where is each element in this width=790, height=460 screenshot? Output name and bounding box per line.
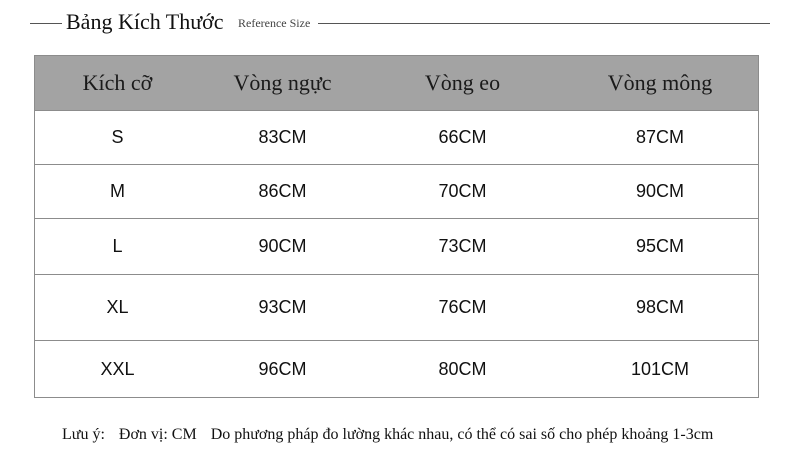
header-chest: Vòng ngực xyxy=(233,70,332,95)
cell-size: M xyxy=(110,181,125,201)
cell-hip: 98CM xyxy=(635,297,684,317)
note-label: Lưu ý: xyxy=(62,426,105,443)
page-subtitle: Reference Size xyxy=(238,16,311,30)
header-size: Kích cỡ xyxy=(82,70,153,95)
header-hip: Vòng mông xyxy=(607,70,713,95)
page-title: Bảng Kích Thước xyxy=(66,9,224,34)
cell-chest: 93CM xyxy=(258,297,307,317)
title-divider-right xyxy=(318,23,770,24)
cell-waist: 76CM xyxy=(438,297,487,317)
footnote xyxy=(62,426,723,444)
cell-hip: 101CM xyxy=(630,358,690,379)
note-text: Do phương pháp đo lường khác nhau, có thể có sai số cho phép khoảng 1-3cm xyxy=(210,426,714,443)
cell-waist: 73CM xyxy=(438,236,487,256)
cell-hip: 87CM xyxy=(635,127,684,147)
cell-chest: 86CM xyxy=(258,181,307,201)
cell-waist: 66CM xyxy=(438,127,487,147)
table-row xyxy=(35,110,758,164)
cell-hip: 95CM xyxy=(635,236,684,256)
size-table xyxy=(34,55,759,398)
cell-waist: 70CM xyxy=(438,181,487,201)
cell-chest: 90CM xyxy=(258,236,307,256)
cell-size: XXL xyxy=(100,358,135,379)
header-waist: Vòng eo xyxy=(424,70,501,95)
table-row xyxy=(35,164,758,218)
cell-chest: 83CM xyxy=(258,127,307,147)
table-row xyxy=(35,274,758,340)
note-unit: Đơn vị: CM xyxy=(118,426,197,443)
title-divider-left xyxy=(30,23,62,24)
cell-hip: 90CM xyxy=(635,181,684,201)
cell-waist: 80CM xyxy=(438,358,487,379)
cell-size: S xyxy=(111,127,124,147)
cell-chest: 96CM xyxy=(258,358,307,379)
cell-size: XL xyxy=(106,297,129,317)
table-row xyxy=(35,340,758,397)
table-row xyxy=(35,218,758,274)
cell-size: L xyxy=(112,236,123,256)
table-header xyxy=(35,56,758,110)
